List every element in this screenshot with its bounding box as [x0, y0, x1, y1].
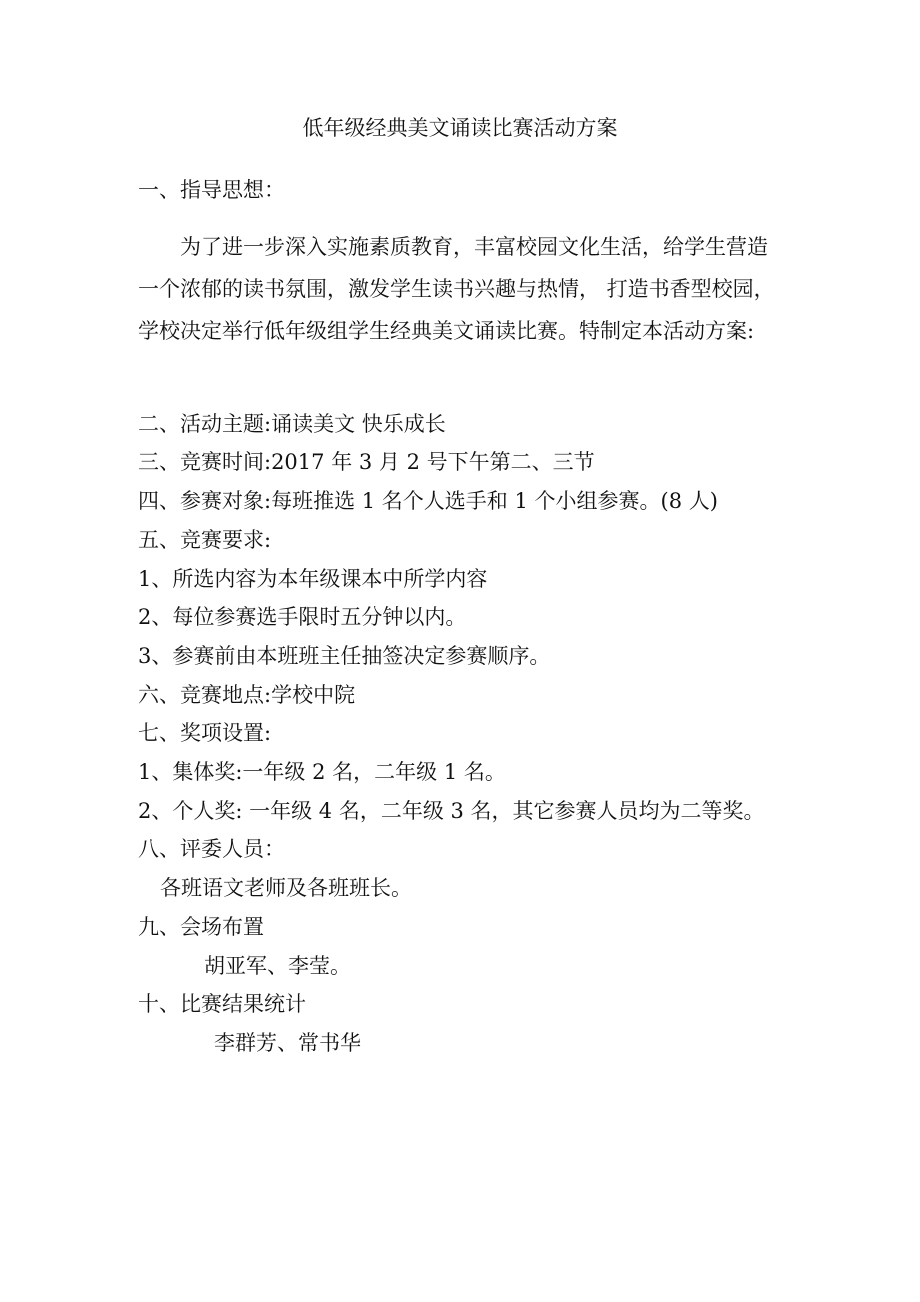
- section-heading-judges: 八、评委人员：: [138, 837, 285, 861]
- section-heading-venue-setup: 九、会场布置: [138, 915, 264, 939]
- award-item-2: 2、个人奖: 一年级 4 名，二年级 3 名，其它参赛人员均为二等奖。: [138, 799, 765, 823]
- section-competition-time: 三、竞赛时间:2017 年 3 月 2 号下午第二、三节: [138, 450, 595, 474]
- requirement-item-3: 3、参赛前由本班班主任抽签决定参赛顺序。: [138, 644, 551, 668]
- section-heading-guiding-ideology: 一、指导思想：: [138, 178, 285, 202]
- section-participants: 四、参赛对象:每班推选 1 名个人选手和 1 个小组参赛。(8 人): [138, 489, 718, 513]
- award-item-1: 1、集体奖:一年级 2 名，二年级 1 名。: [138, 760, 506, 784]
- requirement-item-1: 1、所选内容为本年级课本中所学内容: [138, 567, 488, 591]
- section-heading-requirements: 五、竞赛要求:: [138, 528, 272, 552]
- result-statistics-content: 李群芳、常书华: [214, 1031, 361, 1055]
- judges-content: 各班语文老师及各班班长。: [160, 876, 412, 900]
- section-activity-theme: 二、活动主题:诵读美文 快乐成长: [138, 412, 446, 436]
- requirement-item-2: 2、每位参赛选手限时五分钟以内。: [138, 605, 467, 629]
- document-title: 低年级经典美文诵读比赛活动方案: [302, 116, 618, 140]
- section-heading-result-statistics: 十、比赛结果统计: [138, 992, 306, 1016]
- paragraph-text: 为了进一步深入实施素质教育，丰富校园文化生活，给学生营造一个浓郁的读书氛围，激发学生读书兴趣与热情， 打造书香型校园，学校决定举行低年级组学生经典美文诵读比赛。特制定本活动方案:: [138, 235, 775, 343]
- guiding-ideology-paragraph: [138, 226, 788, 352]
- section-venue: 六、竞赛地点:学校中院: [138, 683, 356, 707]
- venue-setup-content: 胡亚军、李莹。: [204, 954, 351, 978]
- section-heading-awards: 七、奖项设置:: [138, 721, 272, 745]
